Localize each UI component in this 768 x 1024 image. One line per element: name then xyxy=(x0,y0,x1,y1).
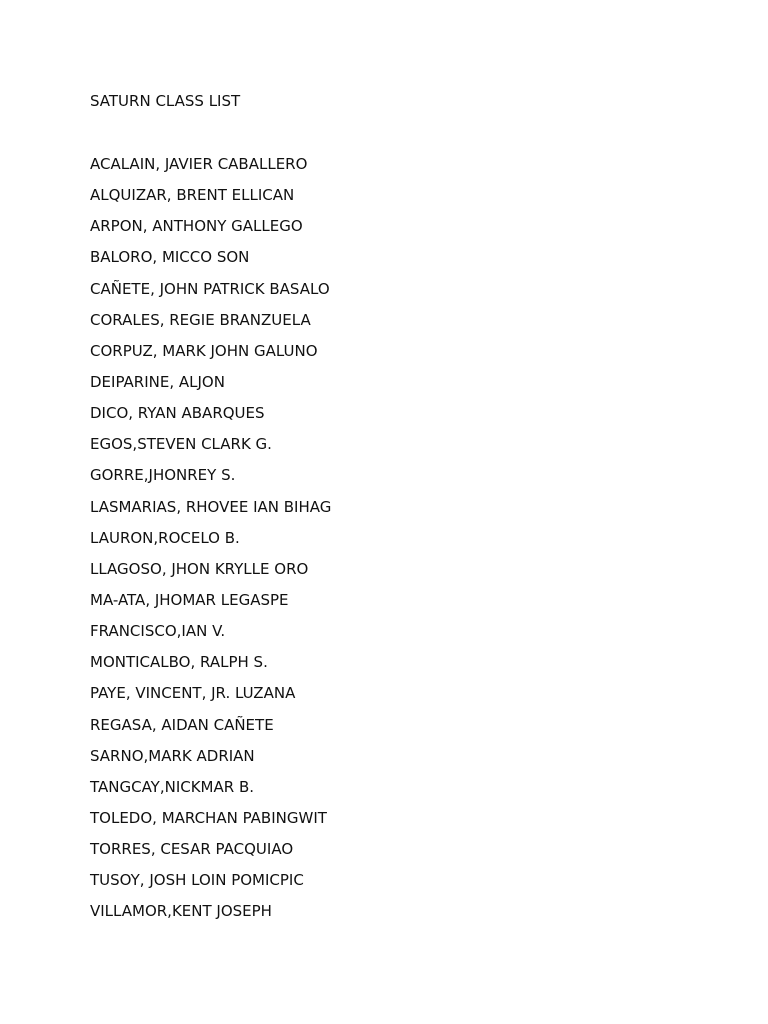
class-name-list xyxy=(90,155,331,934)
list-item: TANGCAY,NICKMAR B. xyxy=(90,777,255,796)
list-item: CORALES, REGIE BRANZUELA xyxy=(90,310,311,329)
list-item: LAURON,ROCELO B. xyxy=(90,528,240,547)
list-item: DICO, RYAN ABARQUES xyxy=(90,404,265,423)
list-item: PAYE, VINCENT, JR. LUZANA xyxy=(90,684,296,703)
list-item: GORRE,JHONREY S. xyxy=(90,466,236,485)
list-item: SARNO,MARK ADRIAN xyxy=(90,746,255,765)
list-item: ALQUIZAR, BRENT ELLICAN xyxy=(90,186,295,205)
list-item: CAÑETE, JOHN PATRICK BASALO xyxy=(90,279,330,298)
list-item: TOLEDO, MARCHAN PABINGWIT xyxy=(90,808,327,827)
list-item: LLAGOSO, JHON KRYLLE ORO xyxy=(90,559,309,578)
list-item: BALORO, MICCO SON xyxy=(90,248,250,267)
list-item: MA-ATA, JHOMAR LEGASPE xyxy=(90,590,289,609)
list-item: LASMARIAS, RHOVEE IAN BIHAG xyxy=(90,497,332,516)
list-item: REGASA, AIDAN CAÑETE xyxy=(90,715,274,734)
list-item: FRANCISCO,IAN V. xyxy=(90,622,226,641)
list-item: EGOS,STEVEN CLARK G. xyxy=(90,435,272,454)
list-item: VILLAMOR,KENT JOSEPH xyxy=(90,902,272,921)
list-item: ARPON, ANTHONY GALLEGO xyxy=(90,217,303,236)
list-item: DEIPARINE, ALJON xyxy=(90,372,225,391)
list-item: ACALAIN, JAVIER CABALLERO xyxy=(90,155,308,173)
list-item: MONTICALBO, RALPH S. xyxy=(90,653,268,672)
page-title: SATURN CLASS LIST xyxy=(90,92,241,110)
list-item: CORPUZ, MARK JOHN GALUNO xyxy=(90,341,318,360)
list-item: TUSOY, JOSH LOIN POMICPIC xyxy=(90,871,304,890)
list-item: TORRES, CESAR PACQUIAO xyxy=(90,840,294,859)
